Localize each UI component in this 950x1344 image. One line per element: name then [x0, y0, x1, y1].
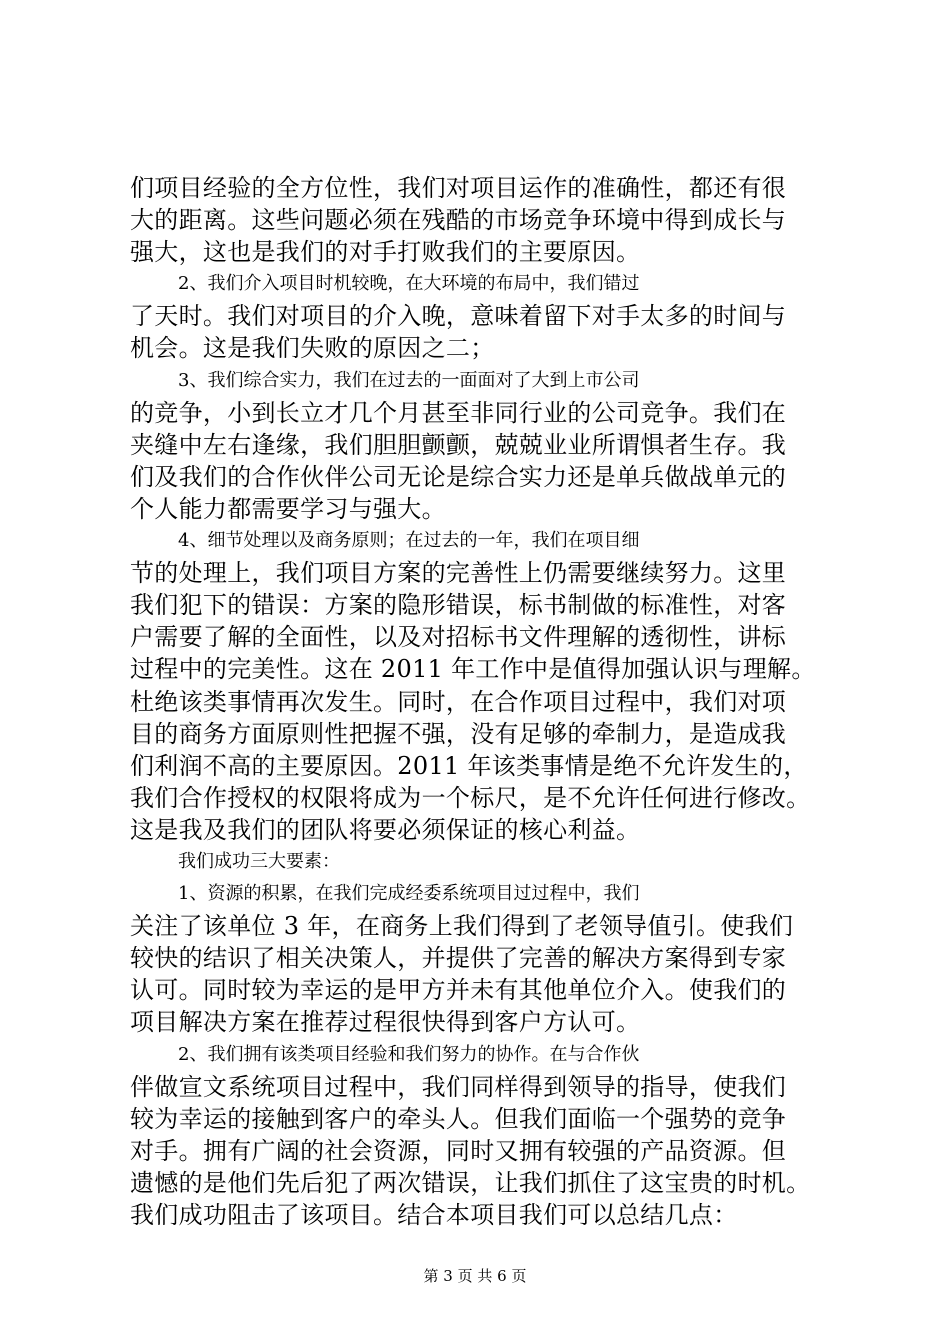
text-line: 我们合作授权的权限将成为一个标尺，是不允许任何进行修改。 — [130, 783, 811, 812]
text-line: 2、我们拥有该类项目经验和我们努力的协作。在与合作伙 — [178, 1043, 640, 1065]
text-line: 强大，这也是我们的对手打败我们的主要原因。 — [130, 238, 641, 267]
text-line: 较快的结识了相关决策人，并提供了完善的解决方案得到专家 — [130, 944, 787, 973]
text-line: 大的距离。这些问题必须在残酷的市场竞争环境中得到成长与 — [130, 206, 787, 235]
text-line: 2、我们介入项目时机较晚，在大环境的布局中，我们错过 — [178, 273, 640, 295]
text-line: 们项目经验的全方位性，我们对项目运作的准确性，都还有很 — [130, 174, 787, 202]
text-line: 伴做宣文系统项目过程中，我们同样得到领导的指导，使我们 — [130, 1072, 787, 1101]
text-line: 夹缝中左右逢缘，我们胆胆颤颤，兢兢业业所谓惧者生存。我 — [130, 430, 787, 459]
text-line: 机会。这是我们失败的原因之二； — [130, 334, 495, 363]
text-line: 户需要了解的全面性，以及对招标书文件理解的透彻性，讲标 — [130, 623, 787, 652]
text-line: 遗憾的是他们先后犯了两次错误，让我们抓住了这宝贵的时机。 — [130, 1168, 811, 1197]
text-line: 个人能力都需要学习与强大。 — [130, 494, 446, 523]
text-line: 了天时。我们对项目的介入晚，意味着留下对手太多的时间与 — [130, 302, 787, 331]
text-line: 我们成功三大要素： — [178, 850, 340, 872]
text-line: 过程中的完美性。这在 2011 年工作中是值得加强认识与理解。 — [130, 655, 816, 684]
text-line: 4、细节处理以及商务原则；在过去的一年，我们在项目细 — [178, 530, 640, 552]
text-line: 关注了该单位 3 年，在商务上我们得到了老领导值引。使我们 — [130, 912, 794, 941]
text-line: 对手。拥有广阔的社会资源，同时又拥有较强的产品资源。但 — [130, 1136, 787, 1165]
text-line: 的竞争，小到长立才几个月甚至非同行业的公司竞争。我们在 — [130, 398, 787, 427]
text-line: 目的商务方面原则性把握不强，没有足够的牵制力，是造成我 — [130, 719, 787, 748]
text-line: 这是我及我们的团队将要必须保证的核心利益。 — [130, 815, 641, 844]
text-line: 较为幸运的接触到客户的牵头人。但我们面临一个强势的竞争 — [130, 1104, 787, 1133]
text-line: 们及我们的合作伙伴公司无论是综合实力还是单兵做战单元的 — [130, 462, 787, 491]
text-line: 我们成功阻击了该项目。结合本项目我们可以总结几点： — [130, 1201, 738, 1229]
page-footer: 第 3 页 共 6 页 — [423, 1267, 527, 1285]
text-line: 我们犯下的错误：方案的隐形错误，标书制做的标准性，对客 — [130, 591, 787, 620]
text-line: 认可。同时较为幸运的是甲方并未有其他单位介入。使我们的 — [130, 976, 787, 1005]
document-body — [130, 172, 830, 1231]
text-line: 3、我们综合实力，我们在过去的一面面对了大到上市公司 — [178, 369, 640, 391]
text-line: 项目解决方案在推荐过程很快得到客户方认可。 — [130, 1008, 641, 1037]
text-line: 杜绝该类事情再次发生。同时，在合作项目过程中，我们对项 — [130, 687, 787, 716]
text-line: 1、资源的积累，在我们完成经委系统项目过过程中，我们 — [178, 883, 640, 905]
text-line: 们利润不高的主要原因。2011 年该类事情是绝不允许发生的， — [130, 751, 808, 780]
text-line: 节的处理上，我们项目方案的完善性上仍需要继续努力。这里 — [130, 559, 787, 588]
